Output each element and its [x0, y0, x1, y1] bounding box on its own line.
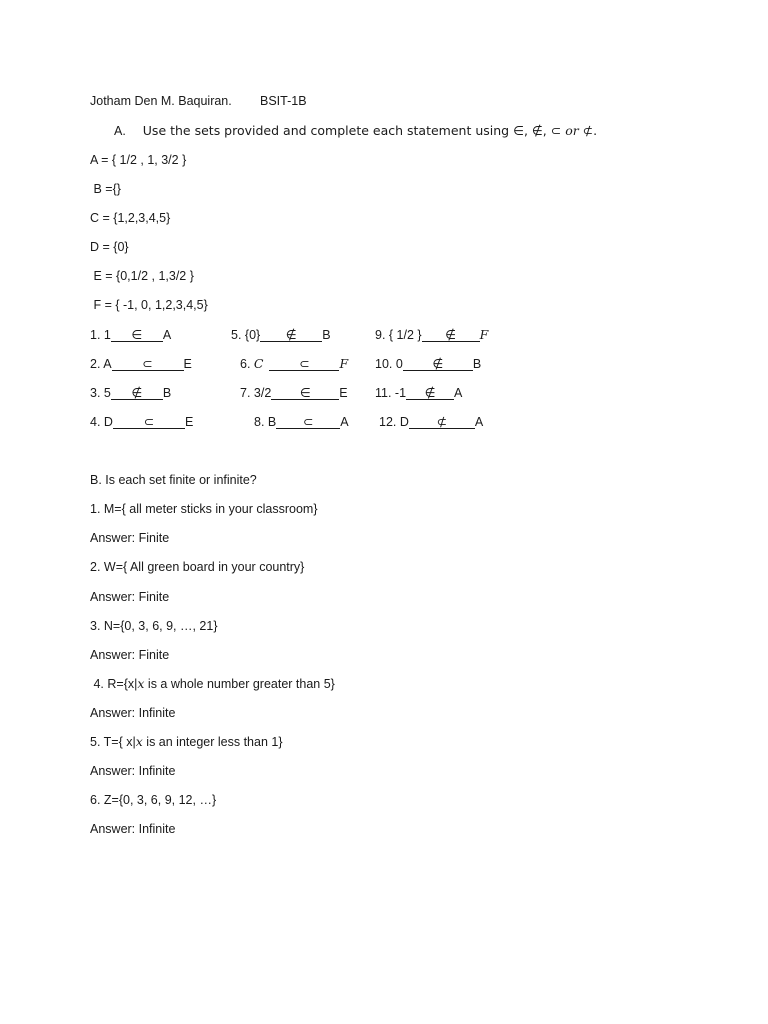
- answer-1: Answer: Finite: [90, 531, 170, 545]
- statement-6-right-math: F: [339, 356, 349, 371]
- statement-9-left: 9. { 1/2 }: [375, 328, 422, 342]
- question-5: [90, 734, 283, 750]
- statement-7-left: 7. 3/2: [240, 386, 272, 400]
- part-a-instruction-text: Use the sets provided and complete each statement using ∈, ∉, ⊂: [142, 123, 566, 138]
- statement-10-left: 10. 0: [375, 357, 403, 371]
- statement-9-answer: ∉: [422, 328, 480, 342]
- statement-6-left-math: C: [253, 356, 264, 371]
- question-5-end: is an integer less than 1}: [142, 735, 283, 749]
- statement-1-right: A: [162, 328, 172, 342]
- statement-4-answer: ⊂: [113, 415, 185, 429]
- statement-6-left: 6.: [240, 357, 254, 371]
- student-section: BSIT-1B: [260, 94, 307, 108]
- part-a-instruction-or: or: [565, 123, 579, 138]
- question-4: [90, 676, 335, 692]
- part-b-title: B. Is each set finite or infinite?: [90, 473, 257, 487]
- statement-5: [231, 327, 331, 343]
- statement-11-answer: ∉: [406, 386, 454, 400]
- set-a-definition: A = { 1/2 , 1, 3/2 }: [90, 153, 187, 167]
- statement-12-right: A: [474, 415, 484, 429]
- student-name: Jotham Den M. Baquiran.: [90, 94, 232, 108]
- set-b-definition: B ={}: [90, 182, 121, 196]
- statement-10: [375, 356, 481, 372]
- statement-9-right-math: F: [479, 327, 489, 342]
- question-1: 1. M={ all meter sticks in your classroom}: [90, 502, 318, 516]
- statement-7: [240, 385, 348, 401]
- set-d-definition: D = {0}: [90, 240, 129, 254]
- question-4-variable: x: [137, 676, 145, 691]
- part-a-instruction-end: ⊄.: [578, 123, 598, 138]
- statement-11-left: 11. -1: [375, 386, 407, 400]
- set-e-definition: E = {0,1/2 , 1,3/2 }: [90, 269, 194, 283]
- set-f-definition: F = { -1, 0, 1,2,3,4,5}: [90, 298, 208, 312]
- statement-2-right: E: [183, 357, 192, 371]
- statement-1: [90, 327, 171, 343]
- statement-7-answer: ∈: [271, 386, 339, 400]
- statement-12: [379, 414, 483, 430]
- statement-8-left: 8. B: [254, 415, 277, 429]
- statement-6-answer: ⊂: [269, 357, 339, 371]
- statement-1-answer: ∈: [111, 328, 163, 342]
- statement-5-left: 5. {0}: [231, 328, 261, 342]
- statement-2: [90, 356, 192, 372]
- statement-3-answer: ∉: [111, 386, 163, 400]
- statement-5-right: B: [322, 328, 331, 342]
- statement-8: [254, 414, 349, 430]
- statement-10-answer: ∉: [403, 357, 473, 371]
- question-2: 2. W={ All green board in your country}: [90, 560, 305, 574]
- statement-4: [90, 414, 193, 430]
- statement-2-answer: ⊂: [112, 357, 184, 371]
- answer-6: Answer: Infinite: [90, 822, 176, 836]
- question-3: 3. N={0, 3, 6, 9, …, 21}: [90, 619, 218, 633]
- statement-6: [240, 356, 348, 372]
- part-a-instruction: [114, 123, 597, 139]
- statement-3-left: 3. 5: [90, 386, 111, 400]
- statement-11-right: A: [454, 386, 463, 400]
- statement-3: [90, 385, 171, 401]
- answer-4: Answer: Infinite: [90, 706, 176, 720]
- statement-4-right: E: [184, 415, 194, 429]
- statement-1-left: 1. 1: [90, 328, 111, 342]
- statement-11: [375, 385, 462, 401]
- question-4-end: is a whole number greater than 5}: [144, 677, 335, 691]
- statement-4-left: 4. D: [90, 415, 113, 429]
- statement-3-right: B: [162, 386, 172, 400]
- answer-2: Answer: Finite: [90, 590, 170, 604]
- statement-5-answer: ∉: [260, 328, 322, 342]
- part-a-letter: A.: [114, 124, 126, 138]
- statement-8-answer: ⊂: [276, 415, 340, 429]
- statement-12-answer: ⊄: [409, 415, 475, 429]
- answer-5: Answer: Infinite: [90, 764, 176, 778]
- question-5-start: 5. T={ x|: [90, 735, 136, 749]
- set-c-definition: C = {1,2,3,4,5}: [90, 211, 171, 225]
- statement-7-right: E: [339, 386, 348, 400]
- answer-3: Answer: Finite: [90, 648, 170, 662]
- statement-8-right: A: [340, 415, 349, 429]
- question-5-variable: x: [135, 734, 143, 749]
- statement-9: [375, 327, 488, 343]
- statement-2-left: 2. A: [90, 357, 112, 371]
- statement-12-left: 12. D: [379, 415, 409, 429]
- question-6: 6. Z={0, 3, 6, 9, 12, …}: [90, 793, 217, 807]
- question-4-start: 4. R={x|: [90, 677, 138, 691]
- statement-10-right: B: [472, 357, 482, 371]
